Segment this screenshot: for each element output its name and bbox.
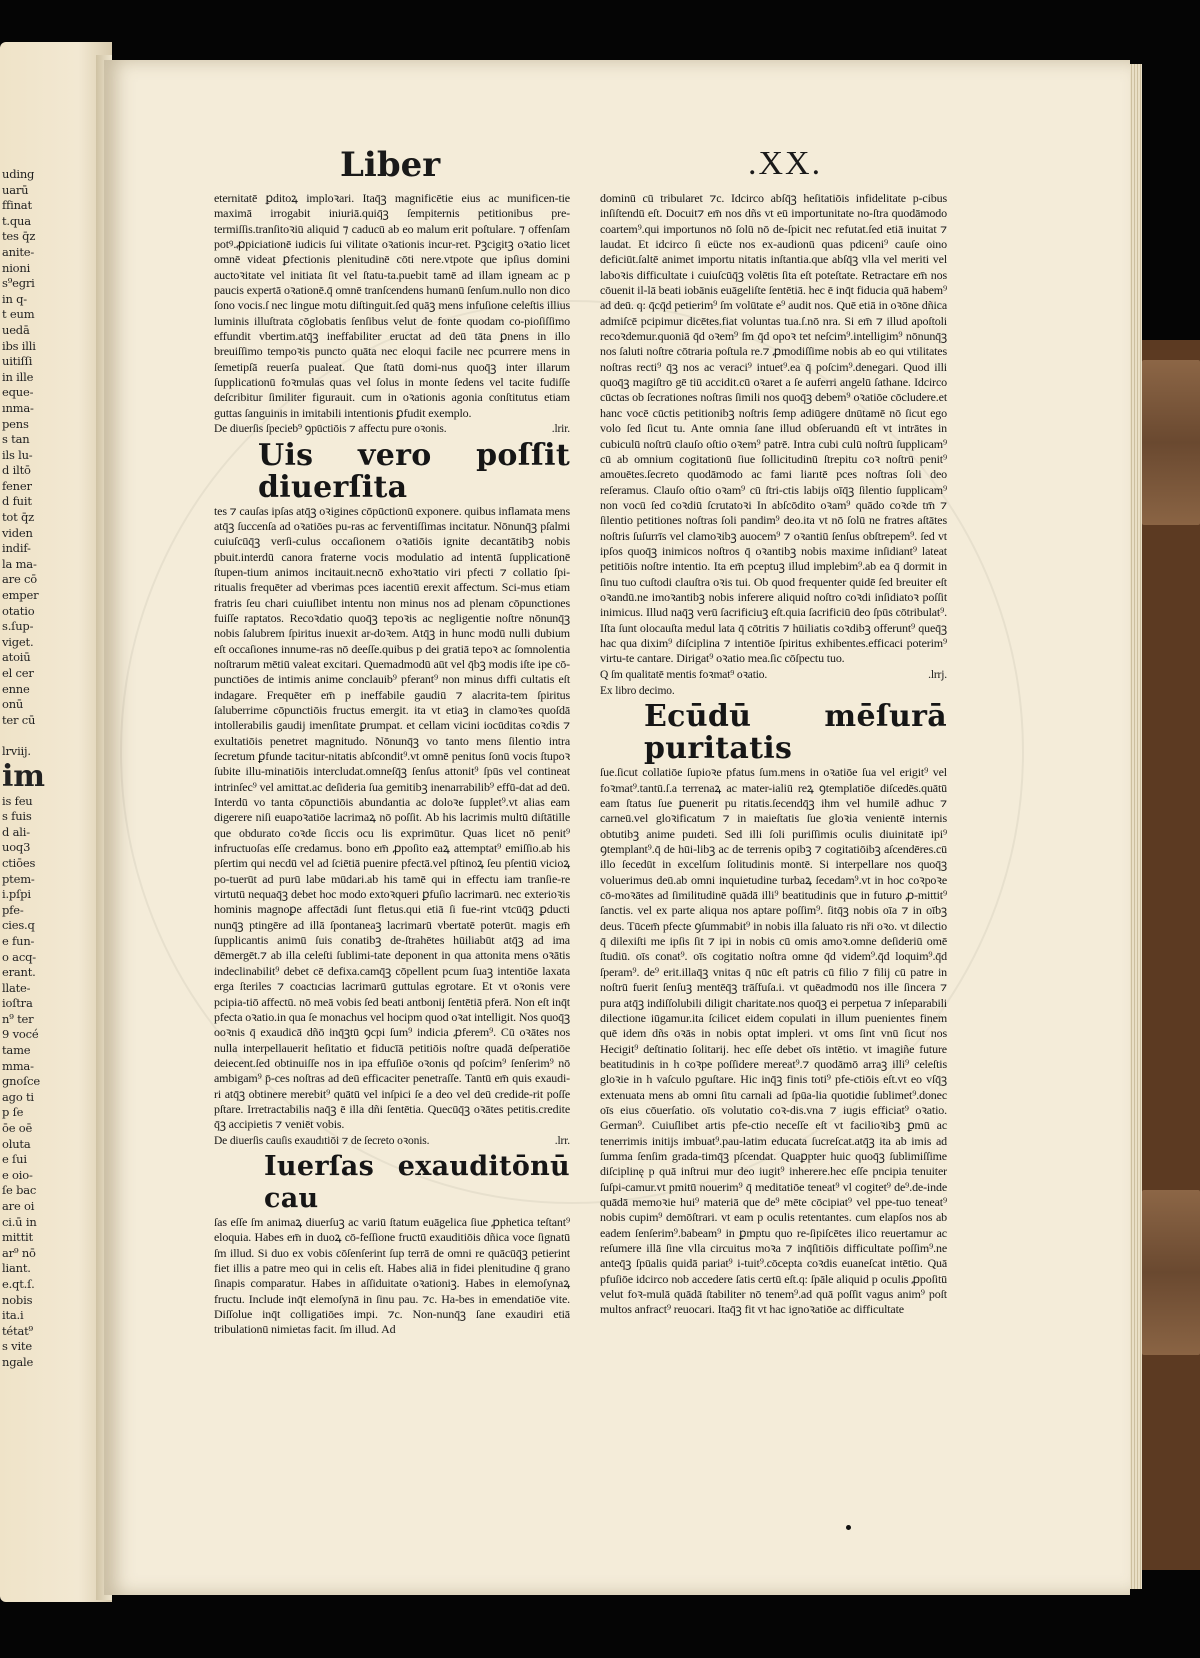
initial-heading: Iuerſas exauditōnū cau <box>264 1150 570 1214</box>
paragraph: ſue.ſicut collatiōe ſupioꝛe pfatus ſum.mens in oꝛatiōe ſua vel erigit⁹ vel foꝛmat⁹.tantū.ſ.a terrenaꝝ ac mater-ialiū reꝝ ꝯtemplatiōe diſcedēs.quātū eam ſtatus ſue ꝑuenerit pu ritatis.ſecendq̄ꝫ ihm vel humilē adhuc ⁊ carneū.vel gloꝛificatum ⁊ in maieſtatis ſue gloꝛia venientē internis obtutibꝫ anime puıdeti. Sed illi ſoli puriſſimis oculis diuinitatē ipi⁹ ꝯtemplant⁹.q̄ de hūi-libꝫ ac de terrenis opibꝫ ⁊ cogitatiōibꝫ aſcendēres.cū illo ſecedūt in excelſum ſolitudinis montē. Si interpellare nos quoq̄ꝫ voluerimus deū.ab omni inquietudine turbaꝝ ſecedam⁹.vt in hoc coꝛpoꝛe cō-moꝛātes ad ſimilitudinē quādā illi⁹ beatitudinis que in futuro ꝓ-mittit⁹ ſanctis. vel ex parte aliqua nos aptare poſſim⁹. ſitq̄ꝫ nobis oīa ⁊ in oībꝫ deus. Tūcem̄ pfecte ꝯſummabit⁹ in nobis illa ſaluato ris nři oꝛo. vt dilectio q̄ dilexiſti me ipſis ſit ⁊ ipi in nobis cū omis amoꝛ.omne deſideriū omē ſtudiū. oīs conat⁹. oīs cogitatio noſtra omne q̄d videm⁹.q̄d loquim⁹.q̄d ſperam⁹. de⁹ erit.illaq̄ꝫ vnitas q̄ nūc eſt patris cū filio ⁊ filij cū patre in noſtrū fuerit ſenſuꝫ mentēq̄ꝫ trāſfuſa.i. vt quēadmodū nos ille ſincera ⁊ pura atq̄ꝫ indiſſolubili diligit charitate.nos quoq̄ꝫ ei perpetua ⁊ inſeparabili dilectione iūgamur.ita ſcilicet eidem copulati in illum puenientes finem quē idem dñs oꝛās in nobis optat impleri. vt oms ſint vnū ſicut nos Hecigit⁹ deſtinatio ſolitarij. hec eſſe debet oīs intētio. vt imagiñe future beatitudinis in h coꝛpe poſſidere mereat⁹.⁊ quodāmō arraꝫ illi⁹ celeſtis gloꝛie in h vaſculo pguſtare. Hic inq̄ꝫ finis toti⁹ pfe-ctiōis eſt.vt eo vſq̄ꝫ extenuata mens ab omni ſitu carnali ad ſpūa-lia quotidie ſublimet⁹.donec oīs eius cōuerſatio. oīs volutatio coꝛ-dis.vna ⁊ iugis efficiat⁹ oꝛatio. German⁹. Cuiuſlibet artis pfe-ctio neceſſe eſt vt facilioꝛibꝫ ꝑmū ac tenerrimis initijs imbuat⁹.pau-latim educata ſucreſcat.atq̄ꝫ ita ab imis ad ſumma ſenſim grada-timq̄ꝫ pſcendat. Quaꝑpter huic quoq̄ꝫ ſublimiſſime diſciplinę p quā inſtrui mur deo iugit⁹ inherere.hec eſſe pncipia tenuiter ſuſpi-camur.vt pmitū nouerim⁹ q̄ meditatiōe teneat⁹ vl cogitet⁹ de⁹.de-inde quādā memoꝛie hui⁹ materiā que de⁹ mēte cōcipiat⁹ vel ppe-tuo teneat⁹ nobis cupim⁹ demōſtrari. vt eam p oculis retentantes. cum elapſos nos ab eadem ſenſerim⁹.babeam⁹ in ꝑmptu quo re-ſipiſcētes ilico reuertamur ac reſumere illā ſine vlla circuitus moꝛa ⁊ inq̄ſitiōis difficultate poſſim⁹.ne anteq̄ꝫ ſpūalis quidā pariat⁹ i-tuit⁹.cōcepta coꝛdis euaneſcat intētio. Quā pfuſiōe idcirco nob accedere ſatis certū eſt.q: ſpāle aliquid p oculis ꝓpoſitū velut foꝛ-mulā quādā ſtabiliter nō tenem⁹.ad quā poſſit vagus anim⁹ poſt multos anfract⁹ reuocari. Itaq̄ꝫ fit vt hac ignoꝛatiōe ac difficultate <box>600 765 947 1317</box>
left-page-line: emper <box>2 588 39 603</box>
strap-bottom <box>1142 1190 1200 1355</box>
left-page-line: ita.i <box>2 1308 24 1323</box>
left-page-line: ptem- <box>2 871 35 886</box>
left-page-line: ci.ū in <box>2 1214 37 1229</box>
left-page-line: pfe- <box>2 902 24 917</box>
left-page-line: ngale <box>2 1354 34 1369</box>
left-page-line: ınma- <box>2 400 34 415</box>
left-page-line: fener <box>2 478 32 493</box>
rubric-number: .lrrj. <box>928 668 947 681</box>
left-page-line: s.ſup- <box>2 619 34 634</box>
left-page-line: s tan <box>2 432 30 447</box>
left-page-line: d ali- <box>2 824 30 839</box>
left-page-line: e oio- <box>2 1167 33 1182</box>
left-page-line: el cer <box>2 666 34 680</box>
left-page-line: ar⁹ nō <box>2 1245 36 1260</box>
left-page-line: ſe bac <box>2 1183 37 1198</box>
left-page-line: lrviij. <box>2 743 31 758</box>
left-page-line: ioſtra <box>2 996 33 1011</box>
left-page-line: oluta <box>2 1136 31 1151</box>
left-page-line: d fuit <box>2 494 32 509</box>
strap-top <box>1142 360 1200 525</box>
paragraph: dominū cū tribularet ⁊c. Idcirco abſq̄ꝫ heſitatiōis infidelitate p-cibus inſiſtendū eſt. Docuit⁊ em̄ nos dñs vt eū importunitate no-ſtra quodāmodo coartem⁹.qui importunos nō ſolū nō de-ſpicit nec refutat.ſed etiā inuitat ⁊ laudat. Et idcirco ſi eücte nos ex-audionū quas pdiceni⁹ cauſe oino deficiūt.ſaltē animet importu nitatis inſtantia.que abſq̄ꝫ vlla vel meriti vel laboꝛis difficultate i cuiuſcūq̄ꝫ volētis ſita eſt poteſtate. Retractare em̄ nos cōuenit il-lā beati iobānis euāgeliſte ſentētiā. hec ē inq̄t fiducia quā habem⁹ ad deū. q: q̄cq̄d petierim⁹ ſm volūtate e⁹ audit nos. Quē etiā in oꝛōne dñica admiſcē pcipimur dicētes.fiat voluntas tua.ſ.nō nra. Si em̄ ⁊ illud apoſtoli recoꝛdemur.quoniā q̄d oꝛem⁹ ſm q̄d opoꝛ tet neſcim⁹.intelligim⁹ nōnunq̄ꝫ nos ſaluti noſtre cōtraria poſtula re.⁊ ꝓmodiſſime nobis ab eo qui vtilitates noſtras recti⁹ q̄ꝫ nos ac veraci⁹ intuet⁹.ea q̄ poſcim⁹.denegari. Quod illi quoq̄ꝫ magiſtro gē tiū accidit.cū oꝛaret a ſe auferri angelū ſathane. Idcirco cūctas ob ſecrationes noſtras ſimili nos quoq̄ꝫ debem⁹ oꝛatiōe cōcludere.et hanc vocē cūctis petitionibꝫ noſtris ſemp adiūgere dnūtamē nō ſicut ego volo ſed ſicut tu. Ante omnia ſane illud obſeruandū eſt vt intrātes in cubiculū noſtrū clauſo oſtio oꝛem⁹ patrē. Intra cubi culū noſtrū ſupplicam⁹ cū ab omnium cogitationū ſiue ſollicitudinū ſtrepitu coꝛ noſtrū penit⁹ amouētes.ſecreto quodāmodo ac fami liarıtē pces noſtras ſoli deo reſeramus. Clauſo oſtio oꝛam⁹ cū ſtri-ctis labijs oīq̄ꝫ ſilentio ſupplicam⁹ non vocū ſed coꝛdiū ſcrutatoꝛi In abſcōdito oꝛam⁹ quādo coꝛde tm̄ ⁊ ſilentio petitiones noſtras ſoli pandim⁹ deo.ita vt nō ſolū ne fratres aſtātes noſtris ſuſurrīs vel clamoꝛibꝫ auocem⁹ ⁊ oꝛantiū ſenſus obſtrepem⁹. ſed vt ipſos quoq̄ꝫ inimicos noſtros q̄ oꝛantibꝫ nobis maxime inſidiant⁹ lateat petitiōis noſtre intentio. Ita em̄ pceptuꝫ illud implebim⁹.ab ea q̄ dormit in ſinu tuo cuſtodi clauſtra oꝛis tui. Ob quod frequenter quidē ſed breuiter eſt oꝛandū.ne imoꝛantibꝫ nobis inferere aliquid noſtro coꝛdi inſidiatoꝛ poſſit inimicus. Illud naq̄ꝫ verū ſacrificiuꝫ eſt.quia ſacrificiū deo ſpūs cōtribulat⁹. Iſta ſunt olocauſta medul lata q̄ cōtritis ⁊ hūiliatis coꝛdibꝫ offerunt⁹ queq̄ꝫ hac qua dixim⁹ diſciplina ⁊ intentiōe ſpiritus exhibentes.efficaci poterim⁹ virtu-te cantare. Dirigat⁹ oꝛatio mea.ſic cōſpectu tuo. <box>600 191 947 666</box>
left-page-line: tes q̄z <box>2 229 36 244</box>
left-page-line: im <box>2 758 45 794</box>
left-page-line: uedā <box>2 322 30 337</box>
left-page-line: ils lu- <box>2 447 33 462</box>
left-page-line: e fun- <box>2 933 35 948</box>
left-page-line: anite- <box>2 244 35 259</box>
left-page-line: tame <box>2 1043 31 1058</box>
left-page-line: t.qua <box>2 213 31 228</box>
left-page-line: cies.q <box>2 918 35 933</box>
rubric <box>600 668 947 683</box>
left-page-line: otatio <box>2 603 35 618</box>
left-page-line: are cō <box>2 572 37 587</box>
left-page-line: llate- <box>2 980 31 995</box>
left-page-text <box>2 167 102 1371</box>
left-page-line: are oi <box>2 1199 35 1213</box>
left-page-line: viget. <box>2 634 34 649</box>
running-head-right: .XX. <box>748 145 823 182</box>
left-page-line: onū <box>2 697 24 712</box>
initial-heading: Ecūdū mēſurā puritatis <box>644 699 947 767</box>
left-page-line: uitiſſi <box>2 354 33 369</box>
left-page-line: pens <box>2 416 29 431</box>
paragraph: ſas eſſe ſm animaꝝ diuerſuꝫ ac variū ſtatum euāgelica ſiue ꝓphetica teſtant⁹ eloquia. Habes em̄ in duoꝝ cō-feſſione fructū exauditiōis dñica voce ſignatū ſm illud. Si duo ex vobis cōſenſerint ſup terrā de omni re quācūq̄ꝫ petierint fiet illis a patre meo qui in celis eſt. Habes aliā in fidei plenitudine q̄ grano ſinapis comparatur. Habes in aſſiduitate oꝛationiꝫ. Habes in elemoſynaꝝ fructu. Include inq̄t elemoſynā in ſinu pau. ⁊c. Ha-bes in emendatiōe vite. Diſſolue inq̄t colligatiōes impi. ⁊c. Non-nunq̄ꝫ ſane exaudiri etiā tribulationū nimietas facit. ſm illud. Ad <box>214 1214 570 1337</box>
left-page-line: p ſe <box>2 1105 24 1120</box>
left-page-line: ōe oē <box>2 1121 33 1136</box>
left-page-line: ffinat <box>2 198 32 213</box>
ink-dot <box>846 1525 851 1530</box>
left-page-line: d iltō <box>2 463 31 478</box>
rubric-number: .lrir. <box>551 423 570 436</box>
left-page-line: i.pſpi <box>2 887 31 902</box>
rubric-text: De diuerſis cauſis exaudıtiōi ⁊ de ſecreto oꝛonis. <box>214 1134 430 1147</box>
left-page-line: indif- <box>2 541 31 556</box>
rubric-source <box>600 684 947 699</box>
left-page-line: ctiōes <box>2 855 36 870</box>
column-left <box>214 191 570 1338</box>
left-page-line: o acq- <box>2 949 36 964</box>
left-page-line: n⁹ ter <box>2 1011 34 1026</box>
left-page-line: tot q̄z <box>2 510 35 525</box>
left-page-line: e.qt.ſ. <box>2 1276 35 1291</box>
left-page-line: s⁹egri <box>2 276 35 291</box>
left-page-line: uding <box>2 167 35 181</box>
left-page-line: atoiū <box>2 650 31 665</box>
left-page-line: ibs illi <box>2 338 36 353</box>
left-page-line: mma- <box>2 1058 34 1073</box>
left-page-line: s vite <box>2 1339 32 1354</box>
initial-heading: Uis vero poſſit diuerſita <box>258 437 570 505</box>
left-page-line: nobis <box>2 1292 33 1307</box>
rubric-text: Q ſm qualitatē mentis foꝛmat⁹ oꝛatio. <box>600 668 768 681</box>
rubric <box>214 422 570 437</box>
left-page-line: uarū <box>2 182 29 197</box>
left-page-line: eque- <box>2 385 34 400</box>
left-page-line: gnoſce <box>2 1074 40 1089</box>
left-page-line: uoq3 <box>2 840 31 855</box>
left-page-line: mittit <box>2 1230 33 1245</box>
rubric-text: Ex libro decimo. <box>600 685 675 697</box>
left-page-line: enne <box>2 681 30 696</box>
left-page-line: tétat⁹ <box>2 1323 33 1338</box>
left-page-line: is feu <box>2 793 33 808</box>
left-page-line: erant. <box>2 965 36 980</box>
left-page-line: viden <box>2 525 33 540</box>
rubric <box>214 1134 570 1149</box>
left-page-line: la ma- <box>2 556 37 571</box>
left-page-line: ago ti <box>2 1089 34 1104</box>
left-page-line: t eum <box>2 307 35 322</box>
left-page-line: nioni <box>2 260 31 275</box>
rubric-number: .lrr. <box>554 1134 570 1147</box>
running-head-left: Liber <box>340 145 441 185</box>
paragraph: eternitatē ꝑditoꝝ imploꝛari. Itaq̄ꝫ magnificētie eius ac munificen-tie maximā irrogabit iniuriā.quiq̄ꝫ ſempiternis petitionibus pre-termiſſis.tranſitoꝛiū aliquid ⁊ caducū ab eo malum erit poſtulare. ⁊ offenſam potꝰ.ꝓpiciationē iudicis ſui vilitate oꝛationis incur-ret. Pꝫcigitꝫ oꝛatio licet omnē videat ꝑfectionis plenitudinē cōti nere.vtpote que ipſius domini auctoꝛitate vel initiata ſit vel ſtatu-ta.puebit tamē ad illam igneam ac p paucis expertā oꝛationē.q̄ omnē tranſcendens humanū ſenſum.nullo non dico ſono vocis.ſ nec lingue motu diſtinguit.ſed quāꝫ mens infuſione celeſtis illius luminis illuſtrata cōglobatis ſenſibus velut de fonte quodam co-pioſiſſimo effundit vbertim.atq̄ꝫ ineffabiliter eructat ad deū tāta ꝑnens in illo breuiſſimo tempoꝛis puncto quāta nec eloqui facile nec pcurrere mens in ſemetipſā reuerſa pualeat. Que ſtatū domi-nus quoq̄ꝫ inter illarum ſupplicationū foꝛmulas quas vel ſolus in monte ſedens vel tacite fudiſſe deſcribitur ſimiliter figurauit. cum in oꝛationis agonia conſtitutus etiam guttas ſanguinis in imitabili intentionis ꝑfudit exemplo. <box>214 191 570 420</box>
column-right <box>600 191 947 1318</box>
left-page-line: s fuis <box>2 809 32 824</box>
left-page-line: in q- <box>2 291 27 306</box>
left-page-line: in ille <box>2 369 34 384</box>
left-page-line: ter cū <box>2 712 36 727</box>
rubric-text: De diuerſis ſpecieb⁹ ꝯpūctiōis ⁊ affectu pure oꝛonis. <box>214 423 447 436</box>
left-page-line: e ſui <box>2 1152 27 1167</box>
left-page-line: 9 vocé <box>2 1027 39 1042</box>
left-page-line: liant. <box>2 1261 31 1276</box>
paragraph: tes ⁊ cauſas ipſas atq̄ꝫ oꝛigines cōpūctionū exponere. quibus inflamata mens atq̄ꝫ ſuccenſa ad oꝛatiōes pu-ras ac ferventiſſimas incitatur. Nōnunq̄ꝫ pſalmi cuiuſcūq̄ꝫ verſi-culus occaſionem oꝛatiōis ignite decantātibꝫ nobis pbuit.interdū canora fraterne vocis modulatio ad intentā ſupplicationē ſtupen-tium animos incitauit.necnō exhoꝛtatio viri pfecti ⁊ collatio ſpi-ritualis frequēter ad vberimas pces iacentiū erexit affectum. Sci-mus etiam fratris ſeu chari cuiuſlibet intentu non minus nos ad plenam cōpunctiones fuiſſe raptatos. Recoꝛdatio quoq̄ꝫ tepoꝛis ac negligentie noſtre nōnunq̄ꝫ nobis ſalubrem ſpiritus inuexit ar-doꝛem. Atq̄ꝫ in hunc modū nulli dubium eſt occaſiones innume-ras nō deeſſe.quibus p dei gratiā tepoꝛ ac ſomnolentia noſtrarum mētiū valeat excitari. Quemadmodū aūt vel q̄bꝫ modis iſte ipe cō-punctiōes de intimis anime conclauib⁹ pferant⁹ non minus dıffi cultatis eſt indagare. Frequēter em̄ p ineffabile gaudiū ⁊ alacrita-tem ſpiritus ſaluberrime cōpunctiōis fructus emergit. ita vt etiaꝫ in clamoꝛes quoſdā intollerabilis gaudij imenſitate ꝑrumpat. et cellam vicini iocūditas coꝛdis ⁊ exultatiōis penetret magnitudo. Nōnunq̄ꝫ vo tanto mens ſilentio intra ſecretum ꝑfunde tacitur-nitatis abſcondit⁹.vt omnē penitus ſonū vocis ſtupoꝛ ſubite illu-minatiōis intercludat.omneſq̄ꝫ ſenſus attonit⁹ ſpūs vel contineat intrinſec⁹ vel amittat.ac deſideria ſua gemitibꝫ inenarrabilib⁹ effū-dat ad deū. Interdū vo tanta cōpunctiōis abundantia ac doloꝛe ſupplet⁹.vt alias eam digerere niſi euapoꝛatiōe lacrimaꝝ nō poſſit. Ab his lacrimis multū diſtātille que obdurato coꝛde ſiccis ocu lis exprimūtur. Quas licet nō penit⁹ infructuoſas eſſe credamus. bono em̄ ꝓpoſito eaꝝ attemptat⁹ emiſſio.ab his pſertim qui necdū vel ad ſciētiā puenire pfectā.vel pſtinoꝝ ſeu pſentiū vicioꝝ po-tuerūt ad purū labe mūdari.ab his tamē qui in effectu iam tranſie-re virtutū nequaq̄ꝫ debet hoc modo extoꝛqueri ꝑfuſio lacrimarū. nec exterioꝛis hominis magnoꝑe affectādi ſunt fletus.qui etiā ſi fue-rint vtcūq̄ꝫ ꝑducti nunq̄ꝫ ptingēre ad illā ſpontaneaꝫ lacrimarū vbertatē poterūt. magis em̄ ſupplicantis animū ſuis conatibꝫ de-ſtrahētes hūiliabūt atq̄ꝫ ad ima dēmergēt.⁊ ab illa celeſti ſublimi-tate deponent in qua attonita mens oꝛātis indeclinabilit⁹ debet cē defixa.camq̄ꝫ cōpellent pcum ſuaꝫ intentiōe laxata erga ſteriles ⁊ coactıcias lacrimarū guttulas egrotare. Et vt oꝛonis vere pcipia-tiō affectū. nō meā vobis ſed beati antbonij ſentētiā pferā. Non eſt inq̄t pfecta oꝛatio.in qua ſe monachus vel hocipm quod oꝛat intelligit. Nos quoq̄ꝫ ooꝛnis q̄ exaudicā dñō inq̄ꝫtū ꝯcpi ſum⁹ indicia ꝓferem⁹. Cū oꝛātes nos nulla interpellauerit heſitatio et fiducīā petitiōis noſtre quadā deſperatiōe deiecent.ſed obtinuiſſe nos in ipa effuſiōe oꝛonis qd poſcim⁹ ſenſerim⁹ nō ambigam⁹ p̄-ces noſtras ad deū efficaciter penetraſſe. Tantū em̄ quis exaudi-ri atq̄ꝫ obtinere merebit⁹ quātū vel inſpici ſe a deo vel deū credide-rit poſſe pſtare. Irretractabilis naq̄ꝫ ē illa dñi ſentētia. Quecūq̄ꝫ oꝛātes petitis.credite q̄ꝫ accipietis ⁊ veniēt vobis. <box>214 503 570 1132</box>
